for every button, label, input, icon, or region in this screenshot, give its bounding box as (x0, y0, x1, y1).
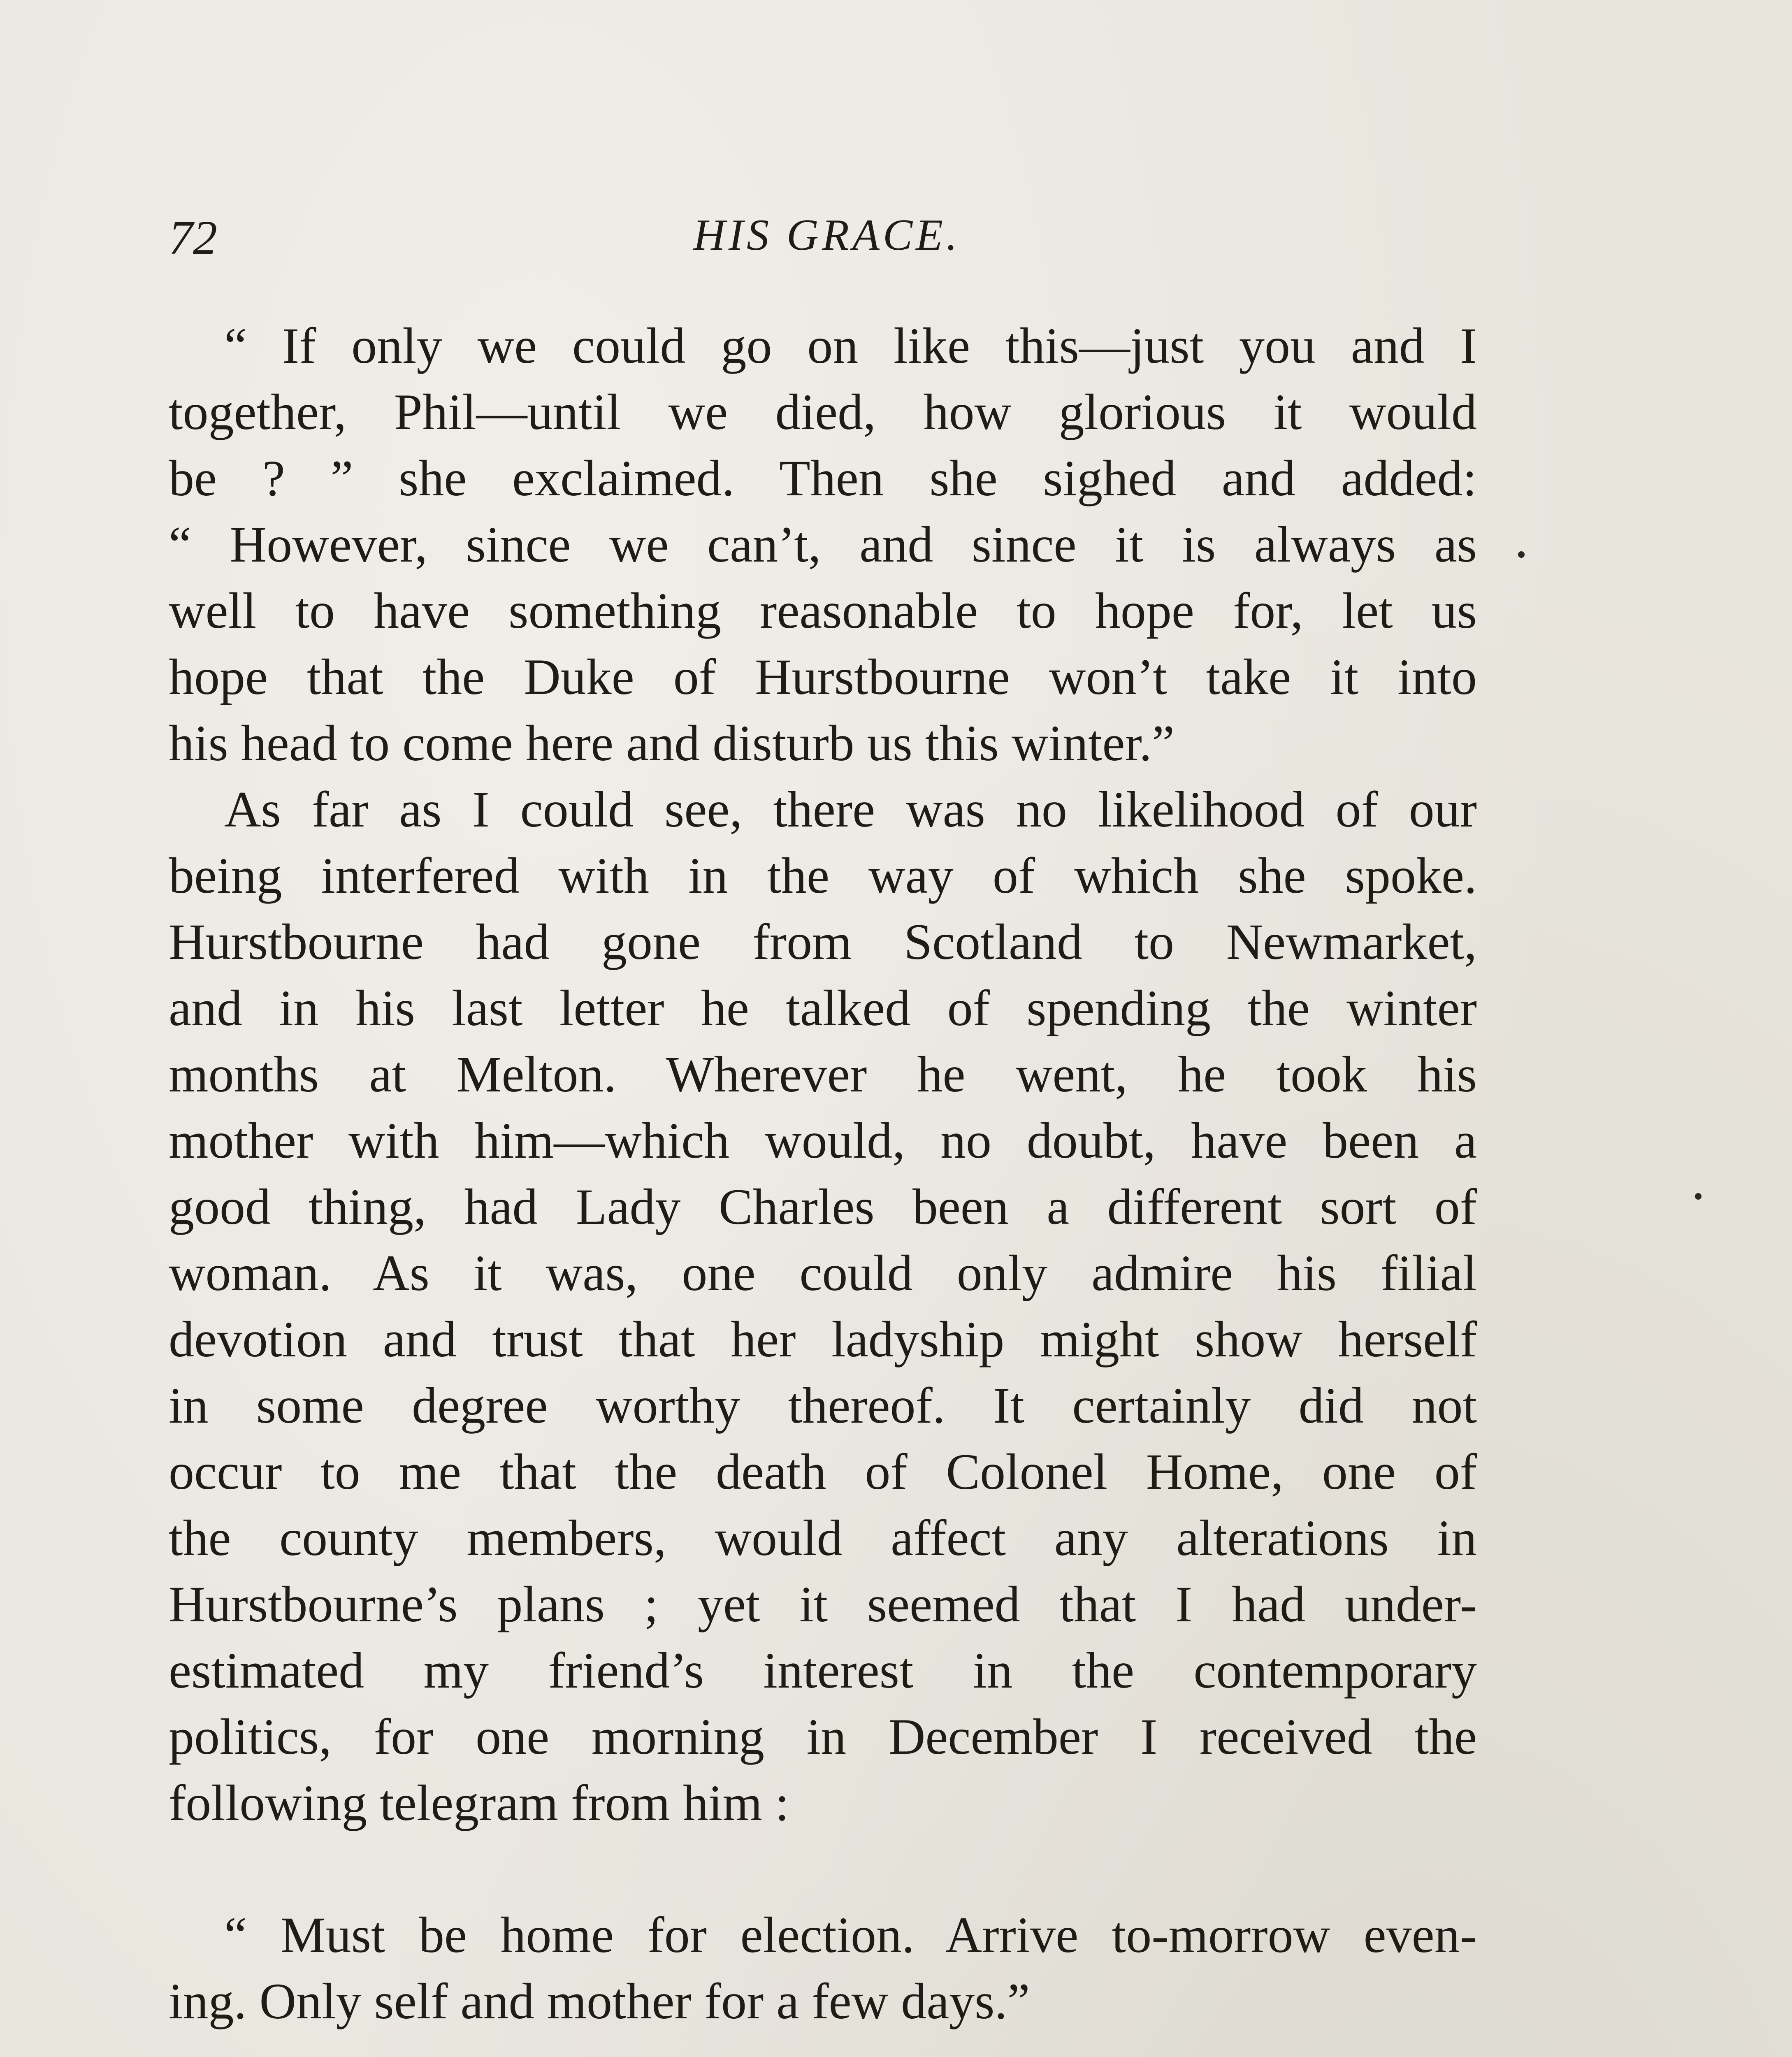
paragraph-spacer (169, 2034, 1477, 2057)
paper-speck (1695, 1193, 1701, 1200)
text-line: “ However, since we can’t, and since it is always as (169, 516, 1477, 573)
text-line: months at Melton. Wherever he went, he took his (169, 1046, 1477, 1103)
text-line: Hurstbourne’s plans ; yet it seemed that I had under- (169, 1576, 1477, 1632)
text-line: be ? ” she exclaimed. Then she sighed and added: (169, 450, 1477, 506)
paragraph-2 (169, 776, 1477, 1836)
text-line: woman. As it was, one could only admire his filial (169, 1245, 1477, 1301)
page-number: 72 (169, 211, 217, 265)
page-header (169, 206, 1485, 272)
text-line: devotion and trust that her ladyship might show herself (169, 1311, 1477, 1367)
text-line: good thing, had Lady Charles been a different sort of (169, 1179, 1477, 1235)
text-line: the county members, would affect any alterations in (169, 1510, 1477, 1566)
body-text (169, 313, 1477, 2057)
text-line: Hurstbourne had gone from Scotland to Newmarket, (169, 914, 1477, 970)
text-line: well to have something reasonable to hope for, let us (169, 583, 1477, 639)
paper-speck (1518, 551, 1525, 558)
text-line: together, Phil—until we died, how glorious it would (169, 384, 1477, 440)
text-line: occur to me that the death of Colonel Home, one of (169, 1444, 1477, 1500)
paragraph-1 (169, 313, 1477, 776)
telegram-quote (169, 1902, 1477, 2034)
text-line: in some degree worthy thereof. It certainly did not (169, 1377, 1477, 1434)
running-head: HIS GRACE. (693, 211, 961, 260)
text-line: estimated my friend’s interest in the contemporary (169, 1642, 1477, 1699)
text-line: his head to come here and disturb us this winter.” (169, 715, 1175, 771)
text-line: politics, for one morning in December I received the (169, 1709, 1477, 1765)
text-line: “ Must be home for election. Arrive to-morrow even- (224, 1907, 1477, 1963)
text-line: being interfered with in the way of which she spoke. (169, 847, 1477, 904)
text-line: As far as I could see, there was no likelihood of our (224, 781, 1477, 838)
text-line: following telegram from him : (169, 1775, 789, 1831)
text-line: hope that the Duke of Hurstbourne won’t take it into (169, 649, 1477, 705)
text-line: mother with him—which would, no doubt, have been a (169, 1112, 1477, 1169)
text-line: “ If only we could go on like this—just you and I (224, 318, 1477, 374)
paragraph-spacer (169, 1836, 1477, 1902)
text-line: and in his last letter he talked of spending the winter (169, 980, 1477, 1036)
text-line: ing. Only self and mother for a few days.” (169, 1973, 1030, 2029)
